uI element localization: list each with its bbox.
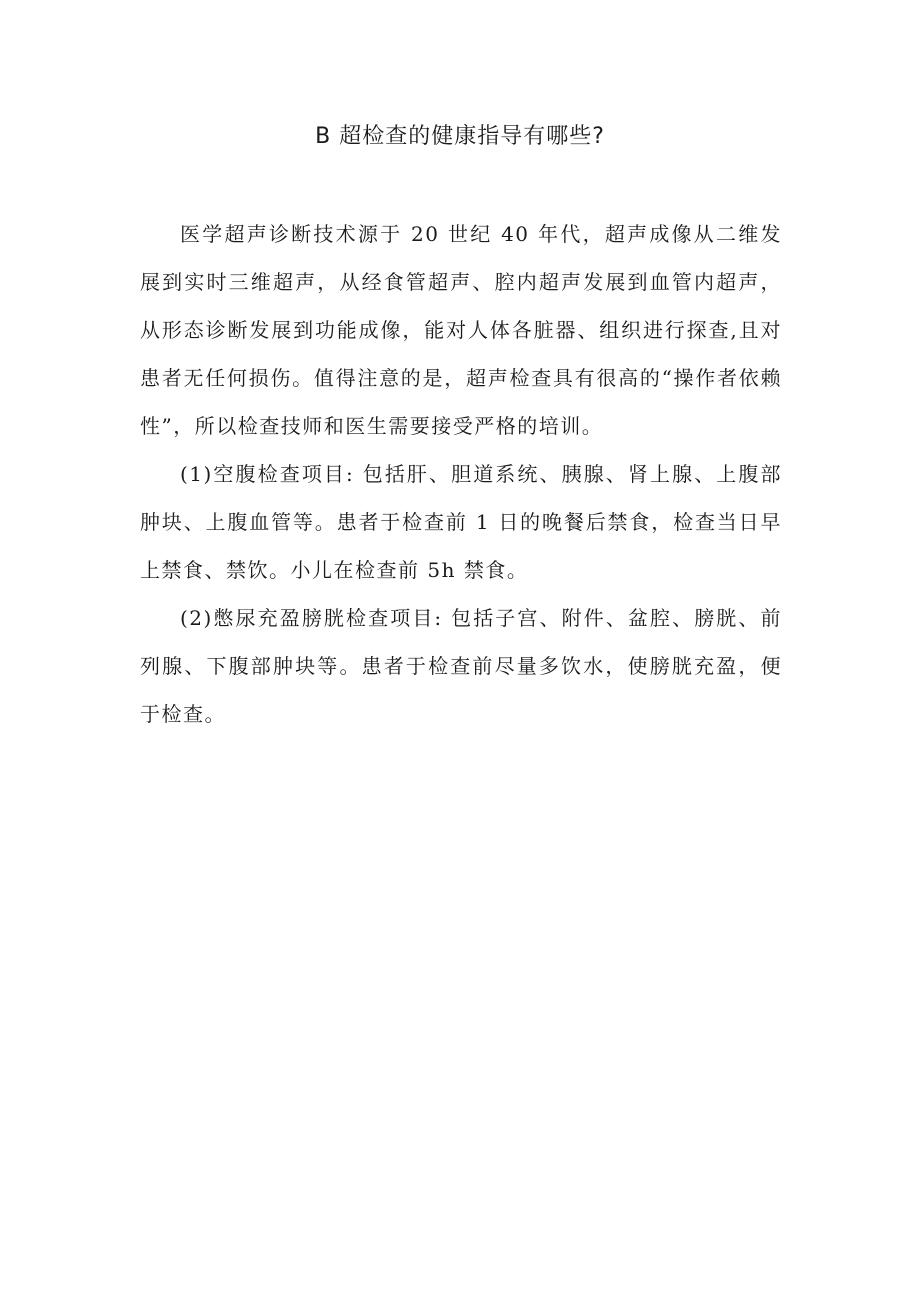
paragraph-intro: 医学超声诊断技术源于 20 世纪 40 年代，超声成像从二维发展到实时三维超声，从经食管超声、腔内超声发展到血管内超声，从形态诊断发展到功能成像，能对人体各脏器、组织进行探查,且对患者无任何损伤。值得注意的是，超声检查具有很高的“操作者依赖性”，所以检查技师和医生需要接受严格的培训。 xyxy=(140,222,782,438)
document-body xyxy=(140,210,782,738)
paragraph-fasting-exam: (1)空腹检查项目: 包括肝、胆道系统、胰腺、肾上腺、上腹部肿块、上腹血管等。患者于检查前 1 日的晚餐后禁食，检查当日早上禁食、禁饮。小儿在检查前 5h 禁食。 xyxy=(140,462,782,582)
document-title: B 超检查的健康指导有哪些? xyxy=(315,124,605,149)
paragraph-full-bladder-exam: (2)憋尿充盈膀胱检查项目: 包括子宫、附件、盆腔、膀胱、前列腺、下腹部肿块等。患者于检查前尽量多饮水，使膀胱充盈，便于检查。 xyxy=(140,606,782,726)
